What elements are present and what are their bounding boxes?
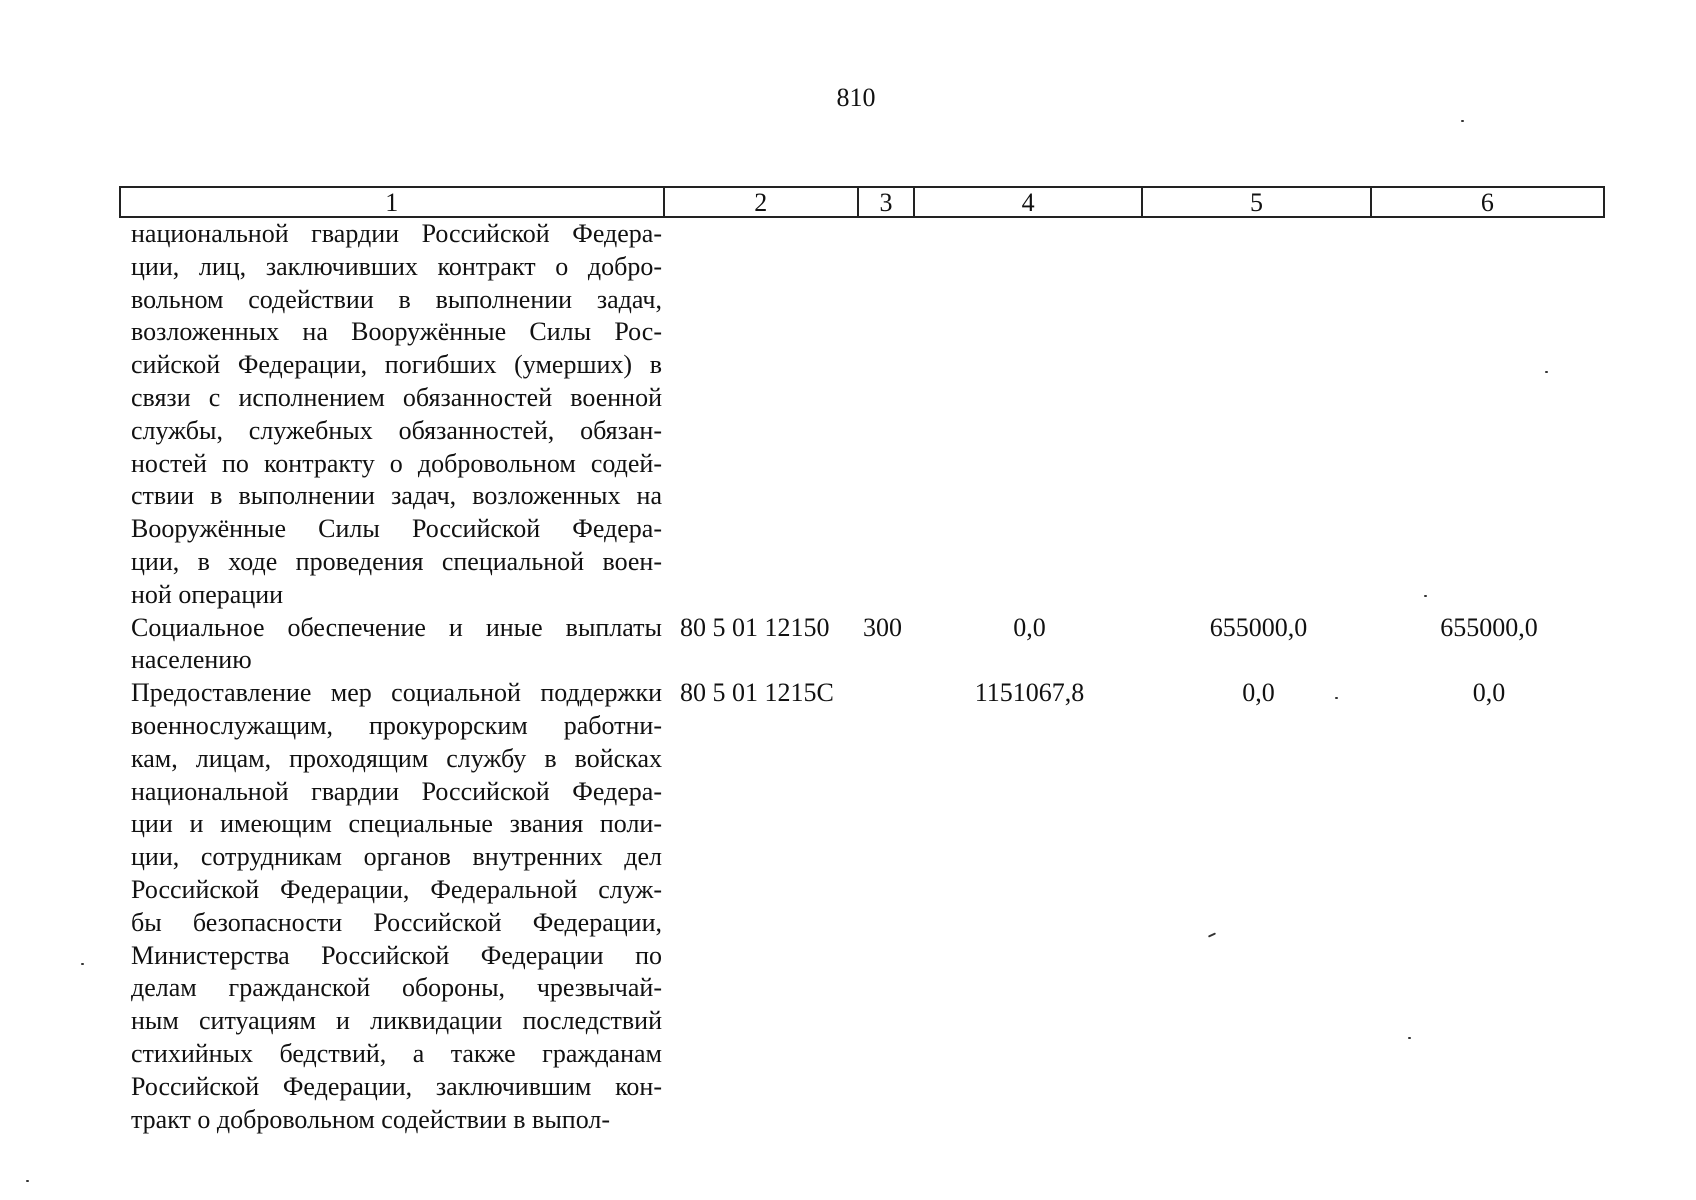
- row-type-cell: [859, 677, 915, 1136]
- scan-speck: [26, 1180, 29, 1182]
- column-header-4: 4: [915, 188, 1143, 216]
- row-type-cell: [859, 218, 915, 612]
- row-name-line: тракт о добровольном содействии в выпол-: [131, 1104, 610, 1134]
- row-name-line: населению: [131, 645, 252, 675]
- row-value-col4: 1151067,8: [974, 678, 1085, 708]
- row-name-line: Вооружённые Силы Российской Федера-: [131, 514, 662, 544]
- row-code-cell: 80 5 01 1215С: [680, 678, 834, 708]
- row-name-line: Министерства Российской Федерации по: [131, 940, 662, 970]
- row-code-cell: 80 5 01 12150: [680, 612, 830, 642]
- row-name-line: ции, лиц, заключивших контракт о добро-: [131, 251, 662, 281]
- row-name-cell: [119, 677, 664, 1136]
- row-name-line: сийской Федерации, погибших (умерших) в: [131, 350, 662, 380]
- row-name-line: ции, в ходе проведения специальной воен-: [131, 546, 662, 576]
- table-body: [119, 218, 1605, 1136]
- row-value-col4: 0,0: [1013, 612, 1046, 642]
- row-name-line: возложенных на Вооружённые Силы Рос-: [131, 317, 662, 347]
- budget-table: [119, 186, 1605, 1136]
- table-header-row: [119, 186, 1605, 218]
- scan-speck: [1408, 1037, 1411, 1039]
- row-value-col5: 0,0: [1242, 678, 1275, 708]
- row-name-cell: [119, 218, 664, 612]
- row-name-line: бы безопасности Российской Федерации,: [131, 907, 662, 937]
- row-name-cell: [119, 612, 664, 678]
- row-value-col6: 0,0: [1472, 678, 1506, 708]
- row-name-line: национальной гвардии Российской Федера-: [131, 219, 662, 248]
- row-name-line: ностей по контракту о добровольном содей-: [131, 448, 662, 478]
- row-name-line: ствии в выполнении задач, возложенных на: [131, 481, 662, 511]
- row-name-line: Социальное обеспечение и иные выплаты: [131, 612, 662, 642]
- row-name-line: ции и имеющим специальные звания поли-: [131, 809, 662, 839]
- scan-speck: [81, 963, 84, 965]
- column-header-2: 2: [665, 188, 859, 216]
- row-name-line: военнослужащим, прокурорским работни-: [131, 710, 662, 740]
- row-name-line: национальной гвардии Российской Федера-: [131, 776, 662, 806]
- table-row: [119, 218, 1605, 612]
- row-name-line: связи с исполнением обязанностей военной: [131, 382, 662, 412]
- column-header-5: 5: [1143, 188, 1371, 216]
- scan-speck: [1545, 371, 1548, 373]
- row-name-line: ной операции: [131, 579, 284, 609]
- row-value-col4: [915, 218, 1144, 612]
- table-row: [119, 612, 1605, 678]
- row-name-line: Предоставление мер социальной поддержки: [131, 678, 662, 708]
- row-value-col5: [1144, 218, 1373, 612]
- scan-speck: [1424, 595, 1427, 597]
- column-header-1: 1: [121, 188, 665, 216]
- table-row: [119, 677, 1605, 1136]
- row-name-line: ным ситуациям и ликвидации последствий: [131, 1006, 662, 1036]
- row-name-line: ции, сотрудникам органов внутренних дел: [131, 842, 662, 872]
- column-header-3: 3: [859, 188, 915, 216]
- row-code-cell: [664, 218, 859, 612]
- scan-speck: [1335, 697, 1338, 699]
- row-name-line: Российской Федерации, Федеральной служ-: [131, 874, 662, 904]
- row-name-line: службы, служебных обязанностей, обязан-: [131, 415, 662, 445]
- row-value-col6: [1373, 218, 1605, 612]
- row-name-line: делам гражданской обороны, чрезвычай-: [131, 973, 662, 1003]
- page-number: 810: [836, 83, 876, 112]
- scan-speck: [1461, 120, 1464, 122]
- row-value-col5: 655000,0: [1209, 612, 1308, 642]
- row-name-line: вольном содействии в выполнении задач,: [131, 284, 662, 314]
- row-name-line: стихийных бедствий, а также гражданам: [131, 1038, 662, 1068]
- row-value-col6: 655000,0: [1440, 612, 1538, 642]
- row-type-cell: 300: [863, 612, 902, 642]
- row-name-line: Российской Федерации, заключившим кон-: [131, 1071, 662, 1101]
- column-header-6: 6: [1480, 188, 1494, 217]
- row-name-line: кам, лицам, проходящим службу в войсках: [131, 743, 662, 773]
